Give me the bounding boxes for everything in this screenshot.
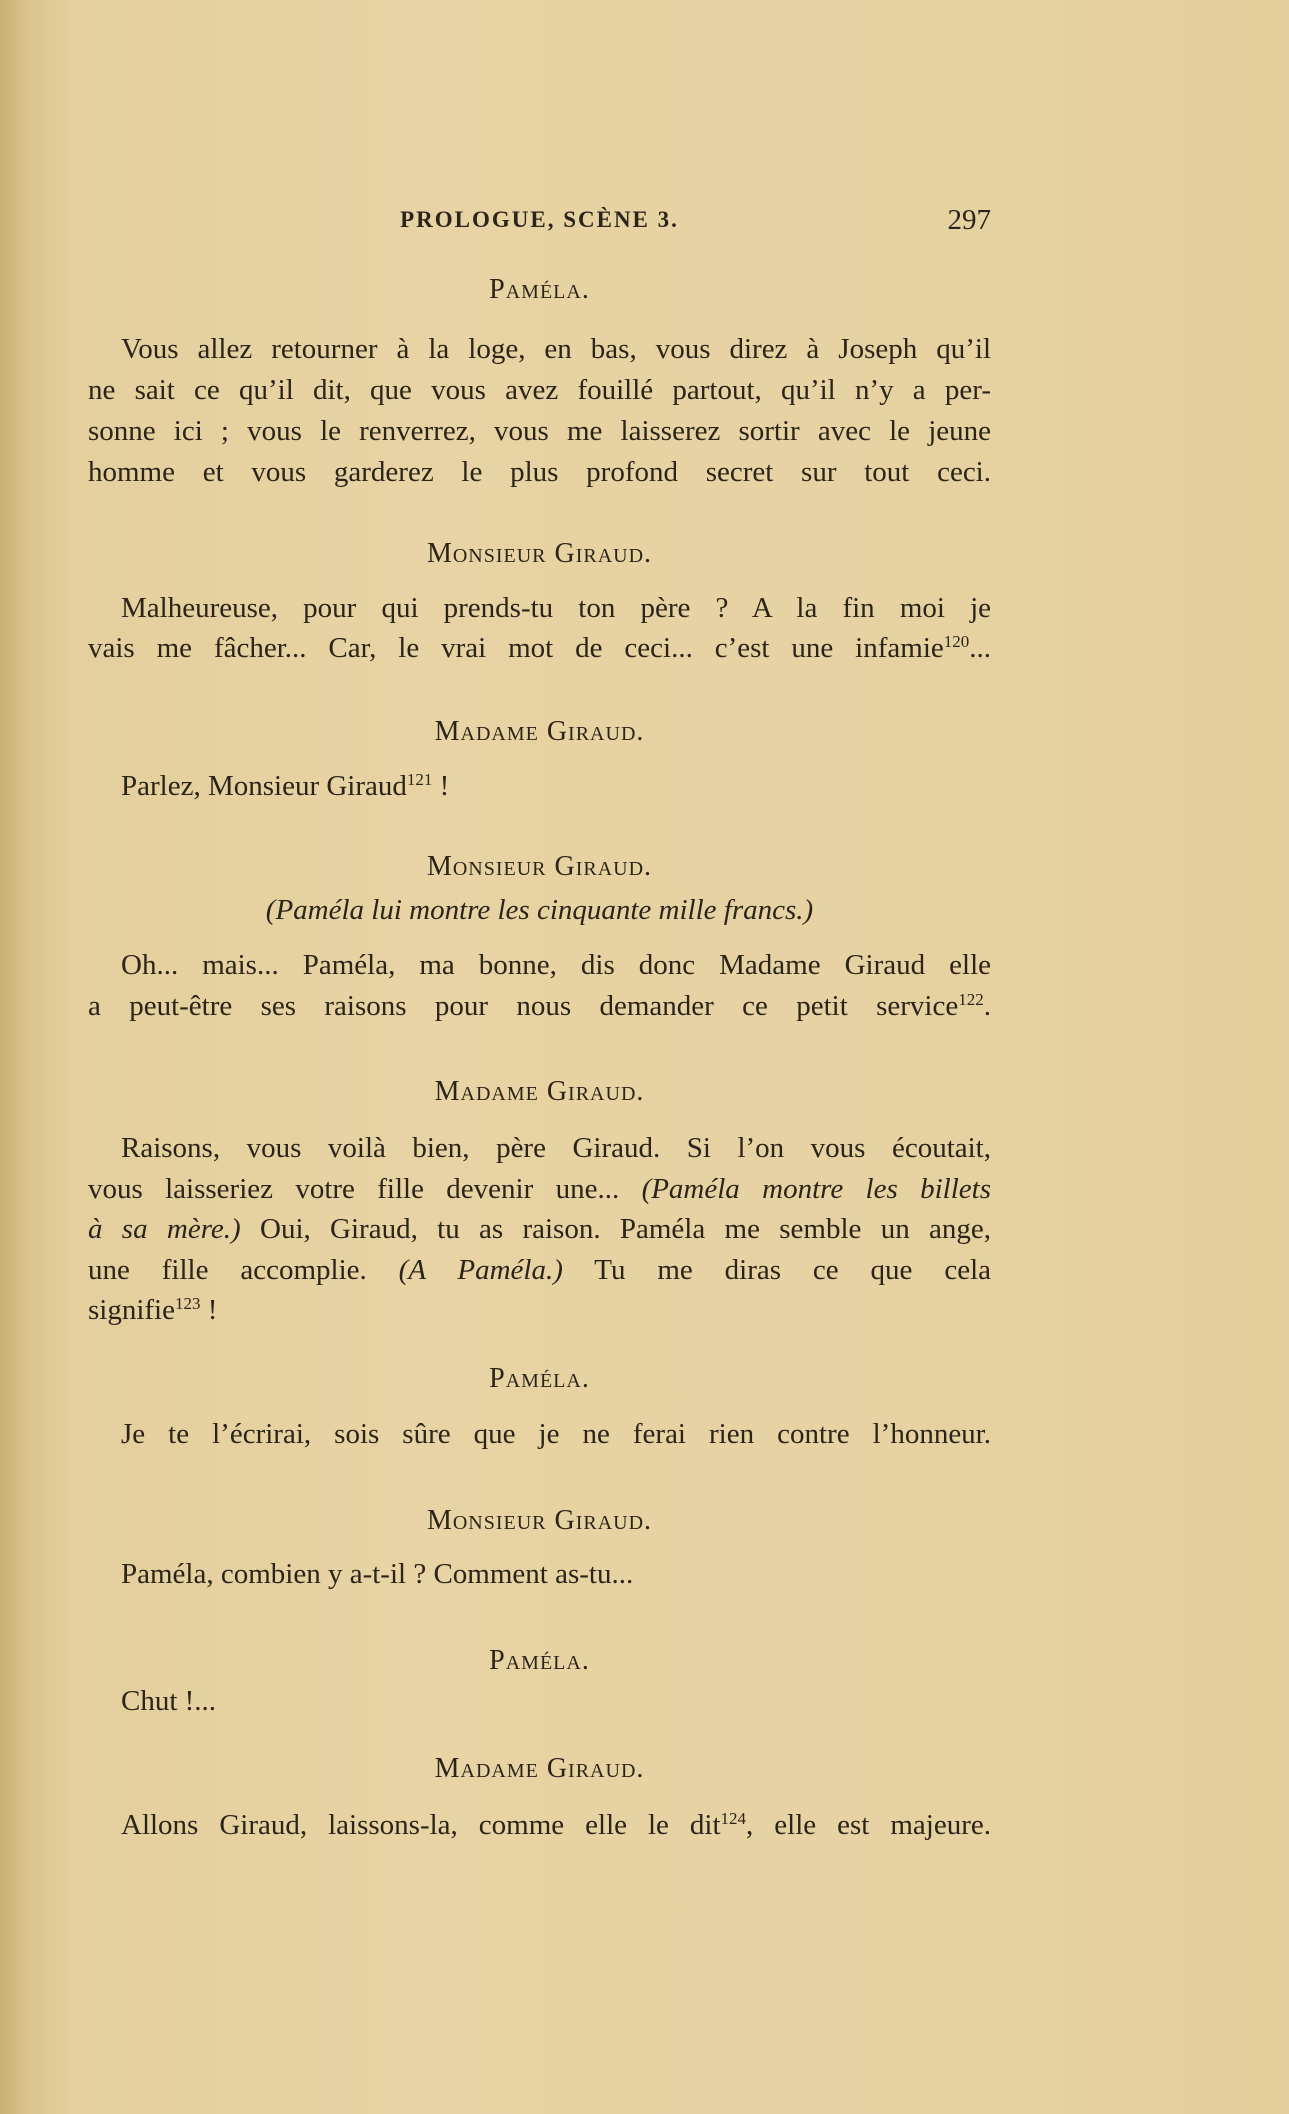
speaker-name: [88, 712, 991, 752]
text-line: [88, 1290, 217, 1330]
page-number: 297: [947, 204, 991, 236]
text-segment: Paméla, combien y a-t-il ? Comment as-tu...: [121, 1558, 634, 1590]
text-line: [121, 588, 991, 628]
text-line: [121, 1128, 991, 1168]
text-segment: !: [200, 1294, 218, 1326]
text-line: [121, 1414, 991, 1454]
text-segment: Raisons, vous voilà bien, père Giraud. Si l’on vous écoutait,: [121, 1132, 991, 1164]
text-segment: sonne ici ; vous le renverrez, vous me laisserez sortir avec le jeune: [88, 415, 991, 447]
text-segment: Vous allez retourner à la loge, en bas, vous direz à Joseph qu’il: [121, 333, 991, 365]
text-line: [88, 1169, 991, 1209]
text-segment: Paméla.: [489, 274, 590, 305]
text-segment: vous laisseriez votre fille devenir une...: [88, 1173, 642, 1205]
italic-text: (A Paméla.): [398, 1254, 563, 1286]
running-header: [88, 200, 991, 240]
text-segment: Monsieur Giraud.: [426, 851, 653, 882]
text-segment: Chut !...: [121, 1685, 217, 1717]
text-segment: Madame Giraud.: [434, 716, 645, 747]
text-segment: , elle est majeure.: [746, 1809, 991, 1841]
text-segment: homme et vous garderez le plus profond secret sur tout ceci.: [88, 456, 991, 488]
text-segment: signifie: [88, 1294, 175, 1326]
speaker-name: [88, 1072, 991, 1112]
footnote-marker[interactable]: 122: [958, 990, 984, 1009]
text-segment: Monsieur Giraud.: [426, 1505, 653, 1536]
text-line: [121, 1805, 991, 1845]
text-line: [88, 452, 991, 492]
stage-direction: [88, 890, 991, 930]
speaker-name: [88, 847, 991, 887]
speaker-name: [88, 534, 991, 574]
text-line: [88, 1209, 991, 1249]
text-segment: ...: [969, 632, 991, 664]
footnote-marker[interactable]: 123: [175, 1294, 201, 1313]
footnote-marker[interactable]: 121: [406, 770, 433, 789]
text-segment: Madame Giraud.: [434, 1753, 645, 1784]
text-line: [121, 766, 449, 806]
text-line: [121, 945, 991, 985]
text-segment: Je te l’écrirai, sois sûre que je ne ferai rien contre l’honneur.: [121, 1418, 991, 1450]
text-line: [88, 628, 991, 668]
italic-text: à sa mère.): [88, 1213, 241, 1245]
text-segment: Malheureuse, pour qui prends-tu ton père ? A la fin moi je: [121, 592, 991, 624]
text-line: [121, 329, 991, 369]
text-segment: vais me fâcher... Car, le vrai mot de ceci... c’est une infamie: [88, 632, 944, 664]
text-segment: Monsieur Giraud.: [426, 538, 653, 569]
text-segment: a peut-être ses raisons pour nous demander ce petit service: [88, 990, 959, 1022]
text-segment: Allons Giraud, laissons-la, comme elle le dit: [121, 1809, 721, 1841]
italic-text: (Paméla lui montre les cinquante mille francs.): [265, 894, 814, 926]
text-line: [121, 1554, 633, 1594]
speaker-name: [88, 270, 991, 310]
running-title: PROLOGUE, SCÈNE 3.: [400, 207, 679, 232]
text-segment: Paméla.: [489, 1363, 590, 1394]
text-line: [88, 986, 991, 1026]
text-segment: Oui, Giraud, tu as raison. Paméla me semble un ange,: [240, 1213, 991, 1245]
speaker-name: [88, 1501, 991, 1541]
text-segment: Madame Giraud.: [434, 1076, 645, 1107]
text-line: [88, 1250, 991, 1290]
text-line: [88, 370, 991, 410]
text-segment: Oh... mais... Paméla, ma bonne, dis donc Madame Giraud elle: [121, 949, 991, 981]
footnote-marker[interactable]: 120: [943, 632, 970, 651]
text-segment: .: [983, 990, 991, 1022]
speaker-name: [88, 1359, 991, 1399]
italic-text: (Paméla montre les billets: [641, 1173, 991, 1205]
text-segment: Tu me diras ce que cela: [562, 1254, 991, 1286]
text-segment: ne sait ce qu’il dit, que vous avez fouillé partout, qu’il n’y a per-: [88, 374, 991, 406]
footnote-marker[interactable]: 124: [720, 1809, 747, 1828]
speaker-name: [88, 1641, 991, 1681]
text-line: [88, 411, 991, 451]
text-segment: !: [432, 770, 450, 802]
text-segment: une fille accomplie.: [88, 1254, 399, 1286]
text-segment: Paméla.: [489, 1645, 590, 1676]
speaker-name: [88, 1749, 991, 1789]
text-line: [121, 1681, 216, 1721]
text-segment: Parlez, Monsieur Giraud: [121, 770, 407, 802]
